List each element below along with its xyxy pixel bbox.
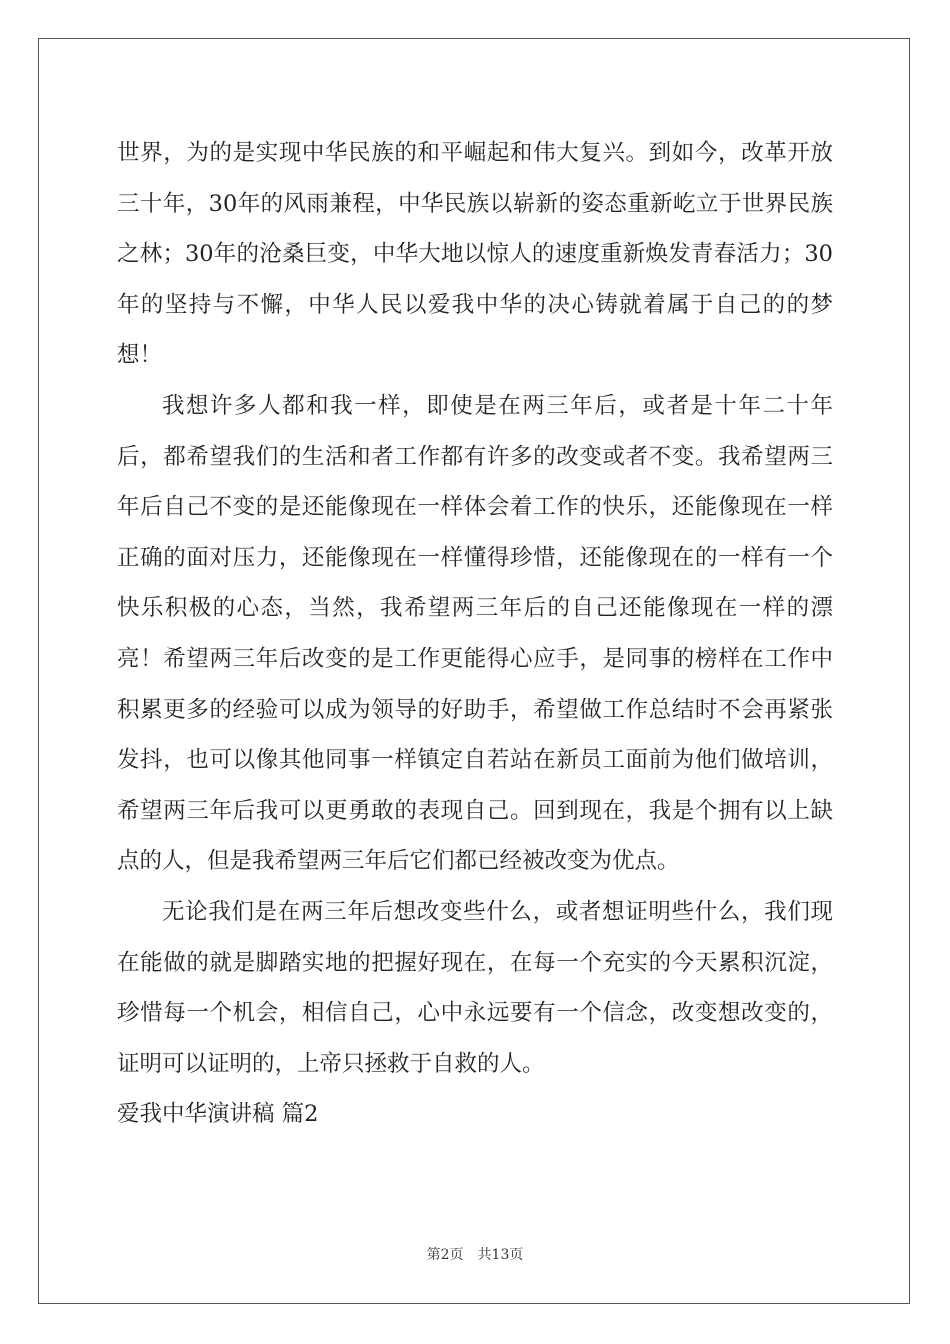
page-footer xyxy=(0,1244,950,1264)
document-body xyxy=(117,128,833,1140)
paragraph-2: 我想许多人都和我一样，即使是在两三年后，或者是十年二十年后，都希望我们的生活和者工作都有许多的改变或者不变。我希望两三年后自己不变的是还能像现在一样体会着工作的快乐，还能像现在一样正确的面对压力，还能像现在一样懂得珍惜，还能像现在的一样有一个快乐积极的心态，当然，我希望两三年后的自己还能像现在一样的漂亮！希望两三年后改变的是工作更能得心应手，是同事的榜样在工作中积累更多的经验可以成为领导的好助手，希望做工作总结时不会再紧张发抖，也可以像其他同事一样镇定自若站在新员工面前为他们做培训，希望两三年后我可以更勇敢的表现自己。回到现在，我是个拥有以上缺点的人，但是我希望两三年后它们都已经被改变为优点。 xyxy=(117,392,833,875)
paragraph-3: 无论我们是在两三年后想改变些什么，或者想证明些什么，我们现在能做的就是脚踏实地的把握好现在，在每一个充实的今天累积沉淀，珍惜每一个机会，相信自己，心中永远要有一个信念，改变想改变的，证明可以证明的，上帝只拯救于自救的人。 xyxy=(117,898,833,1077)
page-total: 共13页 xyxy=(477,1247,524,1263)
section-heading: 爱我中华演讲稿 篇2 xyxy=(117,1101,319,1128)
paragraph-1: 世界，为的是实现中华民族的和平崛起和伟大复兴。到如今，改革开放三十年，30年的风雨兼程，中华民族以崭新的姿态重新屹立于世界民族之林；30年的沧桑巨变，中华大地以惊人的速度重新焕发青春活力；30年的坚持与不懈，中华人民以爱我中华的决心铸就着属于自己的的梦想！ xyxy=(117,140,833,369)
page-number: 第2页 xyxy=(426,1247,464,1263)
